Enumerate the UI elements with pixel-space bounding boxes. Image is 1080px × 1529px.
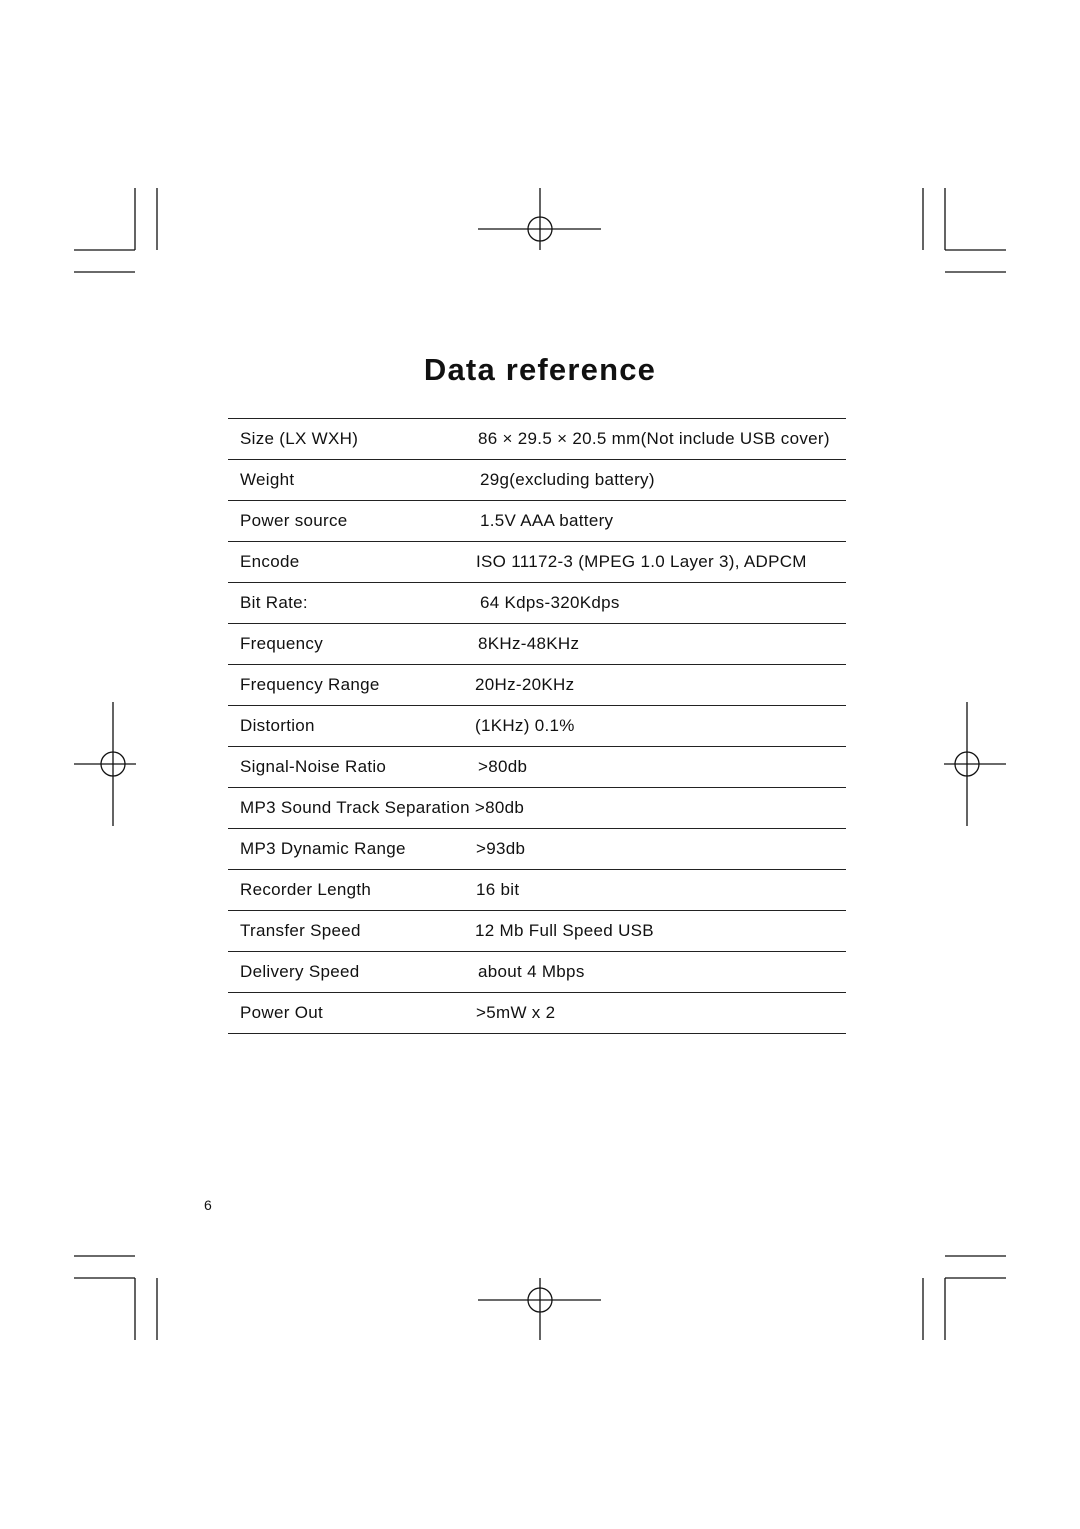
crop-mark-top-right xyxy=(923,188,1006,272)
spec-row xyxy=(228,419,846,460)
spec-label: Recorder Length xyxy=(240,880,372,899)
spec-value: (1KHz) 0.1% xyxy=(475,716,575,735)
spec-row xyxy=(228,501,846,542)
registration-target-left xyxy=(74,702,136,826)
spec-label: Frequency xyxy=(240,634,324,653)
spec-value: 20Hz-20KHz xyxy=(475,675,575,694)
spec-value: >80db xyxy=(478,757,528,776)
spec-label: Frequency Range xyxy=(240,675,380,694)
spec-label: Distortion xyxy=(240,716,315,735)
spec-value: 8KHz-48KHz xyxy=(478,634,580,653)
spec-value: 86 × 29.5 × 20.5 mm(Not include USB cover) xyxy=(478,429,830,448)
spec-table xyxy=(228,418,846,1034)
spec-label: Weight xyxy=(240,470,295,489)
spec-value: 1.5V AAA battery xyxy=(480,511,614,530)
crop-mark-bottom-left xyxy=(74,1256,157,1340)
registration-target-top xyxy=(478,188,601,250)
spec-value: ISO 11172-3 (MPEG 1.0 Layer 3), ADPCM xyxy=(476,552,807,571)
spec-row xyxy=(228,747,846,788)
spec-value: about 4 Mbps xyxy=(478,962,585,981)
spec-label: Delivery Speed xyxy=(240,962,360,981)
page-number: 6 xyxy=(204,1197,212,1213)
spec-row xyxy=(228,706,846,747)
registration-target-right xyxy=(944,702,1006,826)
spec-label: Bit Rate: xyxy=(240,593,308,612)
page-title: Data reference xyxy=(423,352,657,387)
spec-row xyxy=(228,993,846,1034)
spec-label: Power source xyxy=(240,511,348,530)
spec-value: 64 Kdps-320Kdps xyxy=(480,593,620,612)
spec-row xyxy=(228,788,846,829)
spec-row xyxy=(228,829,846,870)
spec-row xyxy=(228,870,846,911)
spec-label: Signal-Noise Ratio xyxy=(240,757,387,776)
spec-label: Power Out xyxy=(240,1003,324,1022)
spec-row xyxy=(228,460,846,501)
spec-value: >93db xyxy=(476,839,526,858)
spec-value: >5mW x 2 xyxy=(476,1003,556,1022)
spec-value: 29g(excluding battery) xyxy=(480,470,655,489)
registration-target-bottom xyxy=(478,1278,601,1340)
spec-row xyxy=(228,952,846,993)
spec-label: Size (LX WXH) xyxy=(240,429,359,448)
spec-row xyxy=(228,665,846,706)
spec-value: 16 bit xyxy=(476,880,520,899)
spec-row xyxy=(228,542,846,583)
spec-value: 12 Mb Full Speed USB xyxy=(475,921,654,940)
spec-label: MP3 Dynamic Range xyxy=(240,839,406,858)
spec-row xyxy=(228,583,846,624)
spec-label: Transfer Speed xyxy=(240,921,361,940)
spec-label: MP3 Sound Track Separation >80db xyxy=(240,798,525,817)
spec-row xyxy=(228,624,846,665)
crop-mark-top-left xyxy=(74,188,157,272)
spec-label: Encode xyxy=(240,552,300,571)
crop-mark-bottom-right xyxy=(923,1256,1006,1340)
spec-row xyxy=(228,911,846,952)
